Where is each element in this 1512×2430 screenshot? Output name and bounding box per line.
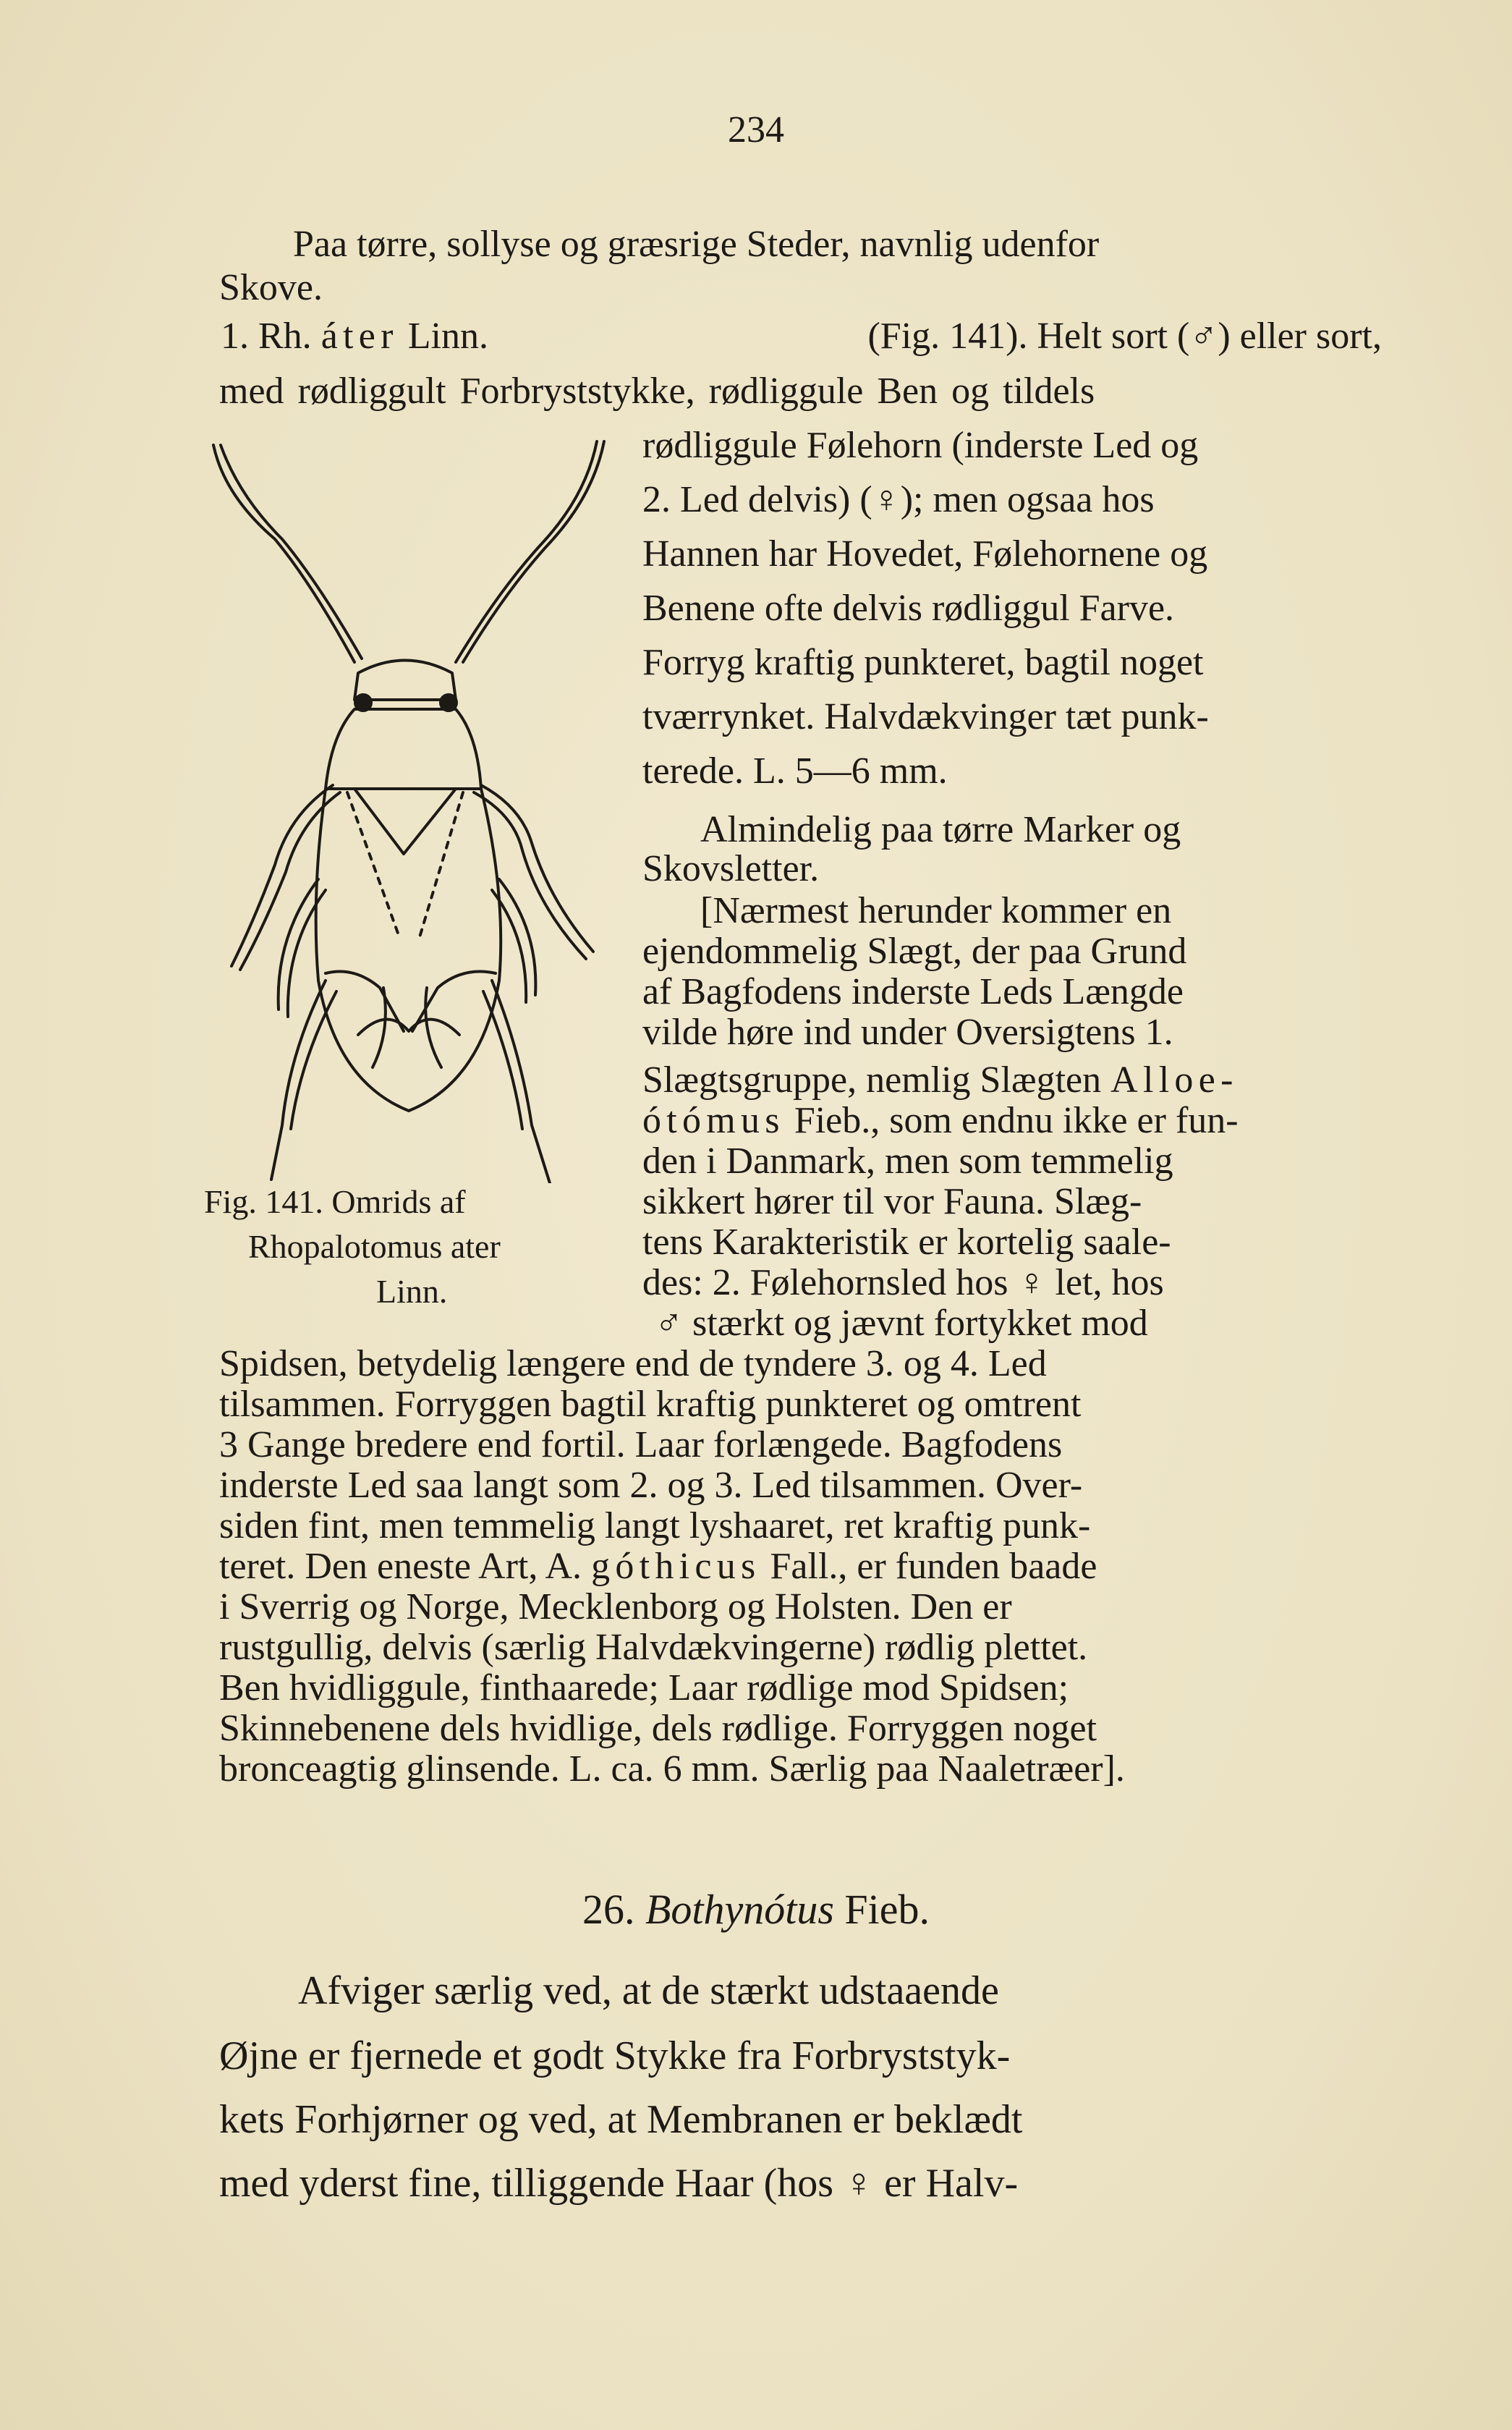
species-line: med rødliggult Forbryststykke, rødliggule Ben og tildels: [219, 371, 1095, 412]
note-line: 3 Gange bredere end fortil. Laar forlængede. Bagfodens: [219, 1424, 1063, 1465]
note-line: ♂ stærkt og jævnt fortykket mod: [655, 1303, 1148, 1344]
text-line: Hannen har Hovedet, Følehornene og: [642, 533, 1208, 575]
figure-caption: Fig. 141. Omrids af: [204, 1183, 466, 1220]
habitat-line: Almindelig paa tørre Marker og: [700, 809, 1181, 850]
note-line: siden fint, men temmelig langt lyshaaret, ret kraftig punk-: [219, 1505, 1091, 1546]
species-genus: Rh.: [258, 316, 312, 357]
text-line: Forryg kraftig punkteret, bagtil noget: [642, 642, 1204, 683]
note-text: teret. Den eneste Art, A.: [219, 1546, 582, 1587]
note-line: sikkert hører til vor Fauna. Slæg-: [642, 1181, 1142, 1222]
note-line: [Nærmest herunder kommer en: [700, 890, 1172, 931]
note-text: Fall., er funden baade: [770, 1546, 1097, 1587]
note-line: i Sverrig og Norge, Mecklenborg og Holsten. Den er: [219, 1586, 1012, 1627]
note-line: tens Karakteristik er kortelig saale-: [642, 1222, 1171, 1263]
species-number: 1.: [221, 316, 249, 357]
note-text: Fieb., som endnu ikke er fun-: [794, 1100, 1239, 1141]
note-line: Skinnebenene dels hvidlige, dels rødlige. Forryggen noget: [219, 1708, 1097, 1749]
genus-alloe: Alloe-: [1110, 1059, 1239, 1101]
intro-line: Skove.: [219, 267, 323, 308]
genus-name: Bothynótus: [645, 1886, 834, 1933]
genus-text-line: [298, 1967, 1382, 2015]
genus-author: Fieb.: [844, 1886, 930, 1933]
species-author: Linn.: [407, 316, 488, 357]
species-line: [221, 313, 1382, 360]
note-line: inderste Led saa langt som 2. og 3. Led tilsammen. Over-: [219, 1465, 1083, 1506]
note-line: ejendommelig Slægt, der paa Grund: [642, 931, 1187, 972]
genus-text-line: kets Forhjørner og ved, at Membranen er beklædt: [219, 2097, 1023, 2142]
genus-otomus: ótómus: [642, 1100, 785, 1141]
species-epithet: áter: [320, 316, 399, 357]
habitat-line: Skovsletter.: [642, 848, 820, 889]
note-line: bronceagtig glinsende. L. ca. 6 mm. Særlig paa Naaletræer].: [219, 1748, 1125, 1790]
note-line: Spidsen, betydelig længere end de tyndere 3. og 4. Led: [219, 1343, 1047, 1384]
text-line: Benene ofte delvis rødliggul Farve.: [642, 588, 1175, 629]
genus-number: 26.: [582, 1886, 635, 1933]
text-line: rødliggule Følehorn (inderste Led og: [642, 425, 1199, 466]
genus-text-line: med yderst fine, tilliggende Haar (hos ♀ er Halv-: [219, 2161, 1019, 2206]
note-line: rustgullig, delvis (særlig Halvdækvingerne) rødlig plettet.: [219, 1627, 1088, 1668]
species-gothicus: góthicus: [591, 1546, 761, 1587]
text-line: terede. L. 5—6 mm.: [642, 750, 948, 792]
genus-text: Afviger særlig ved, at de stærkt udstaaende: [298, 1968, 999, 2013]
note-line: den i Danmark, men som temmelig: [642, 1140, 1173, 1182]
genus-text-line: Øjne er fjernede et godt Stykke fra Forbryststyk-: [219, 2033, 1011, 2078]
figure-caption: Linn.: [376, 1273, 448, 1310]
intro-line: Paa tørre, sollyse og græsrige Steder, navnlig udenfor: [293, 224, 1100, 265]
text-line: 2. Led delvis) (♀); men ogsaa hos: [642, 479, 1155, 520]
note-line: tilsammen. Forryggen bagtil kraftig punkteret og omtrent: [219, 1384, 1082, 1425]
page-number: 234: [728, 109, 784, 151]
figure-caption: Rhopalotomus ater: [248, 1228, 501, 1265]
genus-heading: [0, 1885, 1512, 1934]
note-line: af Bagfodens inderste Leds Længde: [642, 971, 1184, 1012]
note-text: Slægtsgruppe, nemlig Slægten: [642, 1059, 1102, 1101]
text-line: tværrynket. Halvdækvinger tæt punk-: [642, 696, 1209, 737]
species-rest: (Fig. 141). Helt sort (♂) eller sort,: [867, 316, 1382, 357]
note-line: Ben hvidliggule, finthaarede; Laar rødlige mod Spidsen;: [219, 1667, 1069, 1709]
note-line: vilde høre ind under Oversigtens 1.: [642, 1012, 1173, 1053]
bug-outline-figure: [210, 431, 608, 1183]
note-line: des: 2. Følehornsled hos ♀ let, hos: [642, 1262, 1164, 1303]
